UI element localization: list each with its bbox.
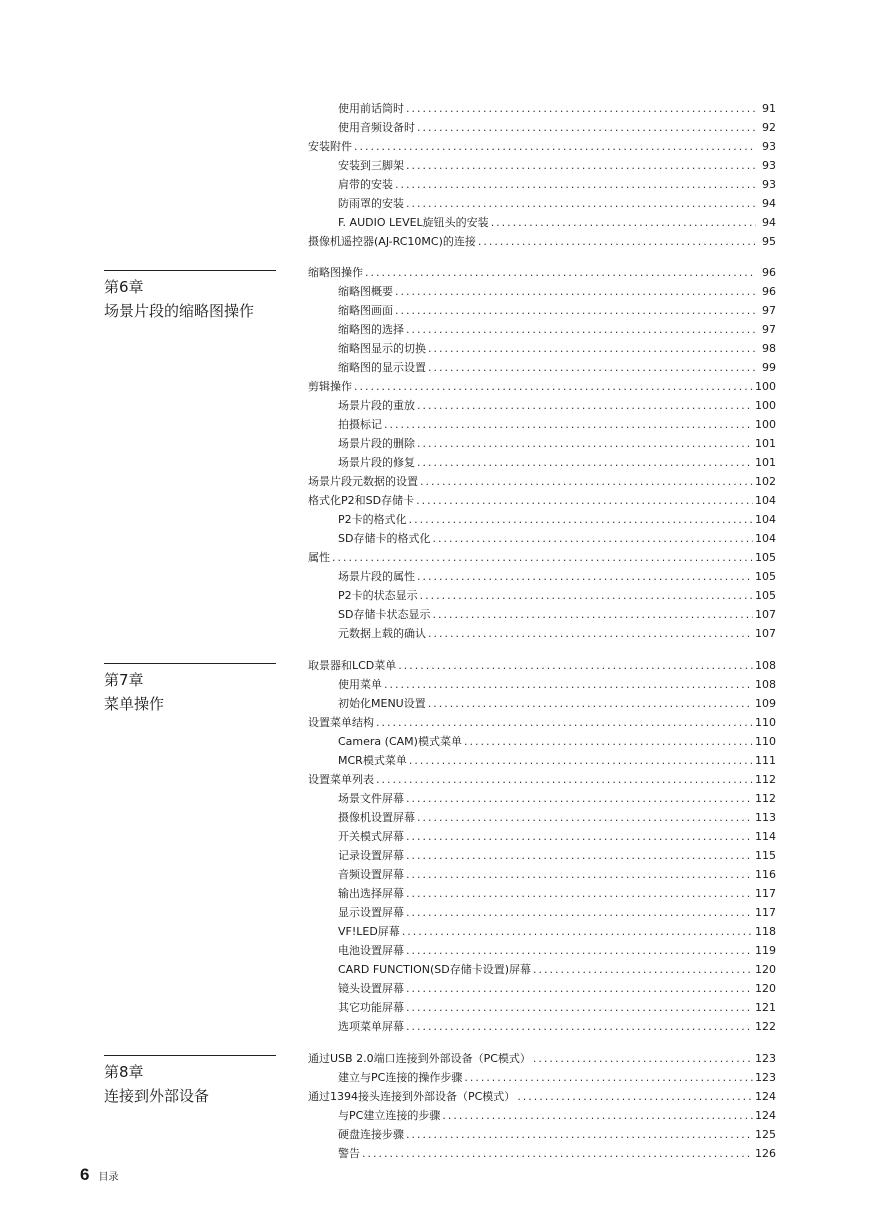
- toc-dot-leader: [533, 1052, 753, 1065]
- toc-dot-leader: [406, 102, 756, 115]
- toc-entry[interactable]: [308, 195, 776, 214]
- toc-entry-page: 100: [755, 418, 776, 431]
- toc-entry[interactable]: [308, 790, 776, 809]
- toc-entry-page: 99: [762, 361, 776, 374]
- page-footer: [80, 1165, 118, 1185]
- toc-entry[interactable]: [308, 233, 776, 252]
- toc-dot-leader: [376, 716, 753, 729]
- toc-entry[interactable]: [308, 1145, 776, 1164]
- toc-entry-page: 120: [755, 963, 776, 976]
- toc-entry[interactable]: [308, 657, 776, 676]
- toc-entry[interactable]: [308, 676, 776, 695]
- toc-entry[interactable]: [308, 695, 776, 714]
- toc-entry[interactable]: [308, 771, 776, 790]
- toc-entry[interactable]: [308, 264, 776, 283]
- toc-entry-page: 120: [755, 982, 776, 995]
- toc-entry[interactable]: [308, 492, 776, 511]
- toc-entry-page: 111: [755, 754, 776, 767]
- chapter-7-heading: [104, 663, 276, 714]
- toc-entry-label: P2卡的状态显示: [338, 589, 418, 602]
- toc-entry[interactable]: [308, 923, 776, 942]
- toc-entry[interactable]: [308, 397, 776, 416]
- toc-entry-label: 硬盘连接步骤: [338, 1128, 404, 1141]
- toc-entry-label: 肩带的安装: [338, 178, 393, 191]
- toc-entry-page: 93: [762, 140, 776, 153]
- toc-entry-page: 124: [755, 1109, 776, 1122]
- toc-entry-page: 114: [755, 830, 776, 843]
- toc-entry-page: 95: [762, 235, 776, 248]
- toc-entry-label: 与PC建立连接的步骤: [338, 1109, 441, 1122]
- toc-entry-page: 126: [755, 1147, 776, 1160]
- toc-dot-leader: [478, 235, 756, 248]
- toc-entry-page: 112: [755, 773, 776, 786]
- toc-entry-label: 摄像机设置屏幕: [338, 811, 415, 824]
- toc-entry-label: F. AUDIO LEVEL旋钮头的安装: [338, 216, 489, 229]
- toc-entry-page: 116: [755, 868, 776, 881]
- toc-entry[interactable]: [308, 454, 776, 473]
- toc-entry-label: 使用音频设备时: [338, 121, 415, 134]
- toc-dot-leader: [406, 197, 756, 210]
- toc-dot-leader: [417, 121, 756, 134]
- toc-dot-leader: [417, 437, 753, 450]
- toc-entry-page: 117: [755, 887, 776, 900]
- toc-entry-page: 108: [755, 659, 776, 672]
- toc-entry-page: 96: [762, 266, 776, 279]
- toc-entry-page: 101: [755, 456, 776, 469]
- toc-entry-page: 113: [755, 811, 776, 824]
- chapter-title: 连接到外部设备: [104, 1087, 210, 1105]
- toc-entry-page: 107: [755, 608, 776, 621]
- toc-entry-page: 121: [755, 1001, 776, 1014]
- toc-entry-label: 缩略图的选择: [338, 323, 404, 336]
- toc-entry[interactable]: [308, 568, 776, 587]
- toc-dot-leader: [420, 475, 753, 488]
- chapter-8-heading: [104, 1055, 276, 1106]
- toc-entry-page: 107: [755, 627, 776, 640]
- chapter-title: 菜单操作: [104, 695, 165, 713]
- toc-entry-page: 94: [762, 197, 776, 210]
- toc-dot-leader: [332, 551, 753, 564]
- toc-entry[interactable]: [308, 1018, 776, 1037]
- toc-dot-leader: [491, 216, 756, 229]
- toc-entry-label: 元数据上载的确认: [338, 627, 426, 640]
- toc-dot-leader: [406, 887, 753, 900]
- toc-entry-page: 122: [755, 1020, 776, 1033]
- toc-entry-page: 112: [755, 792, 776, 805]
- toc-dot-leader: [354, 380, 753, 393]
- toc-entry-label: 格式化P2和SD存储卡: [308, 494, 415, 507]
- toc-entry-label: 场景片段的重放: [338, 399, 415, 412]
- toc-dot-leader: [432, 532, 753, 545]
- toc-entry-label: 场景片段的属性: [338, 570, 415, 583]
- toc-dot-leader: [464, 1071, 753, 1084]
- toc-entry-page: 91: [762, 102, 776, 115]
- toc-entry-label: 电池设置屏幕: [338, 944, 404, 957]
- toc-entry-page: 97: [762, 304, 776, 317]
- toc-entry[interactable]: [308, 866, 776, 885]
- toc-entry-label: 选项菜单屏幕: [338, 1020, 404, 1033]
- toc-entry[interactable]: [308, 119, 776, 138]
- toc-entry-page: 123: [755, 1052, 776, 1065]
- toc-entry[interactable]: [308, 321, 776, 340]
- toc-entry-label: MCR模式菜单: [338, 754, 407, 767]
- toc-entry-label: 通过1394接头连接到外部设备（PC模式）: [308, 1090, 516, 1103]
- toc-dot-leader: [406, 1001, 753, 1014]
- toc-entry-label: 记录设置屏幕: [338, 849, 404, 862]
- toc-entry-page: 115: [755, 849, 776, 862]
- toc-entry[interactable]: [308, 606, 776, 625]
- toc-entry-label: CARD FUNCTION(SD存储卡设置)屏幕: [338, 963, 531, 976]
- toc-entry[interactable]: [308, 587, 776, 606]
- toc-dot-leader: [409, 754, 753, 767]
- toc-entry-page: 110: [755, 716, 776, 729]
- toc-entry-page: 104: [755, 494, 776, 507]
- toc-dot-leader: [409, 513, 753, 526]
- toc-entry[interactable]: [308, 549, 776, 568]
- toc-entry[interactable]: [308, 733, 776, 752]
- toc-entry-label: 输出选择屏幕: [338, 887, 404, 900]
- toc-entry-label: 场景片段的修复: [338, 456, 415, 469]
- toc-dot-leader: [406, 159, 756, 172]
- chapter-number: 第7章: [104, 671, 144, 689]
- toc-entry-label: 设置菜单列表: [308, 773, 374, 786]
- section-label: 目录: [98, 1172, 119, 1183]
- toc-entry-label: 安装到三脚架: [338, 159, 404, 172]
- toc-entry[interactable]: [308, 473, 776, 492]
- toc-dot-leader: [406, 830, 753, 843]
- toc-entry[interactable]: [308, 961, 776, 980]
- toc-entry-label: 使用菜单: [338, 678, 382, 691]
- toc-dot-leader: [406, 944, 753, 957]
- toc-entry[interactable]: [308, 980, 776, 999]
- toc-entry[interactable]: [308, 847, 776, 866]
- toc-entry[interactable]: [308, 176, 776, 195]
- toc-entry-page: 104: [755, 513, 776, 526]
- toc-dot-leader: [417, 456, 753, 469]
- toc-dot-leader: [362, 1147, 753, 1160]
- toc-entry-label: 取景器和LCD菜单: [308, 659, 397, 672]
- toc-entry-label: 建立与PC连接的操作步骤: [338, 1071, 463, 1084]
- toc-entry-page: 93: [762, 159, 776, 172]
- toc-group-chapter-6: [308, 264, 776, 644]
- toc-dot-leader: [428, 361, 756, 374]
- toc-dot-leader: [533, 963, 753, 976]
- toc-dot-leader: [417, 570, 753, 583]
- toc-entry[interactable]: [308, 809, 776, 828]
- toc-entry-page: 97: [762, 323, 776, 336]
- toc-dot-leader: [428, 697, 753, 710]
- toc-dot-leader: [376, 773, 753, 786]
- toc-dot-leader: [428, 342, 756, 355]
- toc-entry-label: Camera (CAM)模式菜单: [338, 735, 462, 748]
- toc-entry-label: 拍摄标记: [338, 418, 382, 431]
- toc-entry-label: P2卡的格式化: [338, 513, 407, 526]
- toc-entry-page: 108: [755, 678, 776, 691]
- toc-entry-label: 缩略图的显示设置: [338, 361, 426, 374]
- toc-entry-label: 镜头设置屏幕: [338, 982, 404, 995]
- toc-entry-page: 118: [755, 925, 776, 938]
- toc-entry[interactable]: [308, 359, 776, 378]
- toc-dot-leader: [416, 494, 753, 507]
- toc-entry-label: 安装附件: [308, 140, 352, 153]
- chapter-divider: [104, 663, 276, 664]
- toc-dot-leader: [420, 589, 753, 602]
- toc-entry-label: VF!LED屏幕: [338, 925, 400, 938]
- toc-entry-label: SD存储卡的格式化: [338, 532, 431, 545]
- toc-dot-leader: [432, 608, 753, 621]
- toc-entry-label: 防雨罩的安装: [338, 197, 404, 210]
- toc-entry-label: 缩略图操作: [308, 266, 363, 279]
- toc-dot-leader: [406, 849, 753, 862]
- toc-entry-page: 117: [755, 906, 776, 919]
- toc-entry-page: 100: [755, 380, 776, 393]
- toc-dot-leader: [417, 399, 753, 412]
- toc-entry-page: 98: [762, 342, 776, 355]
- toc-entry[interactable]: [308, 100, 776, 119]
- toc-entry-label: 通过USB 2.0端口连接到外部设备（PC模式）: [308, 1052, 531, 1065]
- toc-entry[interactable]: [308, 999, 776, 1018]
- toc-entry[interactable]: [308, 1107, 776, 1126]
- toc-entry-label: 其它功能屏幕: [338, 1001, 404, 1014]
- toc-dot-leader: [417, 811, 753, 824]
- toc-entry[interactable]: [308, 416, 776, 435]
- toc-entry[interactable]: [308, 435, 776, 454]
- toc-entry-label: 缩略图显示的切换: [338, 342, 426, 355]
- toc-entry[interactable]: [308, 214, 776, 233]
- toc-entry[interactable]: [308, 625, 776, 644]
- toc-dot-leader: [464, 735, 753, 748]
- toc-entry-page: 125: [755, 1128, 776, 1141]
- toc-entry[interactable]: [308, 511, 776, 530]
- toc-entry-page: 92: [762, 121, 776, 134]
- toc-dot-leader: [395, 285, 756, 298]
- toc-entry-page: 101: [755, 437, 776, 450]
- toc-entry-label: 缩略图画面: [338, 304, 393, 317]
- toc-entry-label: 摄像机遥控器(AJ-RC10MC)的连接: [308, 235, 476, 248]
- toc-entry[interactable]: [308, 752, 776, 771]
- toc-entry[interactable]: [308, 1126, 776, 1145]
- toc-entry[interactable]: [308, 138, 776, 157]
- toc-dot-leader: [406, 906, 753, 919]
- toc-group-chapter-7: [308, 657, 776, 1037]
- toc-entry-page: 105: [755, 570, 776, 583]
- toc-dot-leader: [428, 627, 753, 640]
- toc-entry[interactable]: [308, 714, 776, 733]
- toc-entry-label: 场景片段的删除: [338, 437, 415, 450]
- toc-entry-label: 剪辑操作: [308, 380, 352, 393]
- toc-dot-leader: [406, 868, 753, 881]
- toc-dot-leader: [384, 678, 753, 691]
- toc-entry-label: 场景片段元数据的设置: [308, 475, 418, 488]
- toc-entry-label: 警告: [338, 1147, 360, 1160]
- toc-entry-label: 显示设置屏幕: [338, 906, 404, 919]
- toc-entry-label: 使用前话筒时: [338, 102, 404, 115]
- toc-dot-leader: [398, 659, 753, 672]
- toc-entry[interactable]: [308, 828, 776, 847]
- toc-group-continued: [308, 100, 776, 252]
- toc-entry-page: 104: [755, 532, 776, 545]
- chapter-title: 场景片段的缩略图操作: [104, 302, 255, 320]
- page-number: 6: [80, 1165, 90, 1184]
- toc-entry[interactable]: [308, 1050, 776, 1069]
- toc-entry-page: 119: [755, 944, 776, 957]
- chapter-number: 第8章: [104, 1063, 144, 1081]
- toc-entry-page: 94: [762, 216, 776, 229]
- toc-entry[interactable]: [308, 904, 776, 923]
- toc-entry-label: 缩略图概要: [338, 285, 393, 298]
- toc-entry[interactable]: [308, 283, 776, 302]
- toc-entry-page: 102: [755, 475, 776, 488]
- toc-entry[interactable]: [308, 885, 776, 904]
- chapter-divider: [104, 270, 276, 271]
- toc-entry-label: 场景文件屏幕: [338, 792, 404, 805]
- toc-entry[interactable]: [308, 530, 776, 549]
- toc-entry-page: 93: [762, 178, 776, 191]
- toc-entry-label: 属性: [308, 551, 330, 564]
- toc-entry[interactable]: [308, 157, 776, 176]
- toc-entry-page: 96: [762, 285, 776, 298]
- toc-entry-page: 105: [755, 551, 776, 564]
- toc-entry[interactable]: [308, 340, 776, 359]
- toc-dot-leader: [406, 792, 753, 805]
- chapter-divider: [104, 1055, 276, 1056]
- toc-dot-leader: [365, 266, 756, 279]
- toc-group-chapter-8: [308, 1050, 776, 1164]
- toc-dot-leader: [354, 140, 756, 153]
- toc-dot-leader: [406, 982, 753, 995]
- toc-entry-label: 音频设置屏幕: [338, 868, 404, 881]
- toc-entry-label: 初始化MENU设置: [338, 697, 426, 710]
- toc-entry-label: 开关模式屏幕: [338, 830, 404, 843]
- toc-entry[interactable]: [308, 942, 776, 961]
- toc-entry-page: 124: [755, 1090, 776, 1103]
- toc-dot-leader: [395, 304, 756, 317]
- toc-dot-leader: [442, 1109, 753, 1122]
- toc-dot-leader: [517, 1090, 753, 1103]
- chapter-number: 第6章: [104, 278, 144, 296]
- toc-entry-page: 123: [755, 1071, 776, 1084]
- toc-dot-leader: [395, 178, 756, 191]
- toc-dot-leader: [406, 1020, 753, 1033]
- toc-dot-leader: [406, 1128, 753, 1141]
- toc-entry[interactable]: [308, 1088, 776, 1107]
- toc-entry[interactable]: [308, 378, 776, 397]
- toc-entry-label: 设置菜单结构: [308, 716, 374, 729]
- toc-entry-page: 109: [755, 697, 776, 710]
- chapter-6-heading: [104, 270, 276, 321]
- toc-entry-label: SD存储卡状态显示: [338, 608, 431, 621]
- toc-entry-page: 105: [755, 589, 776, 602]
- toc-entry-page: 110: [755, 735, 776, 748]
- toc-dot-leader: [402, 925, 753, 938]
- toc-entry[interactable]: [308, 1069, 776, 1088]
- toc-entry-page: 100: [755, 399, 776, 412]
- toc-dot-leader: [384, 418, 753, 431]
- toc-entry[interactable]: [308, 302, 776, 321]
- toc-dot-leader: [406, 323, 756, 336]
